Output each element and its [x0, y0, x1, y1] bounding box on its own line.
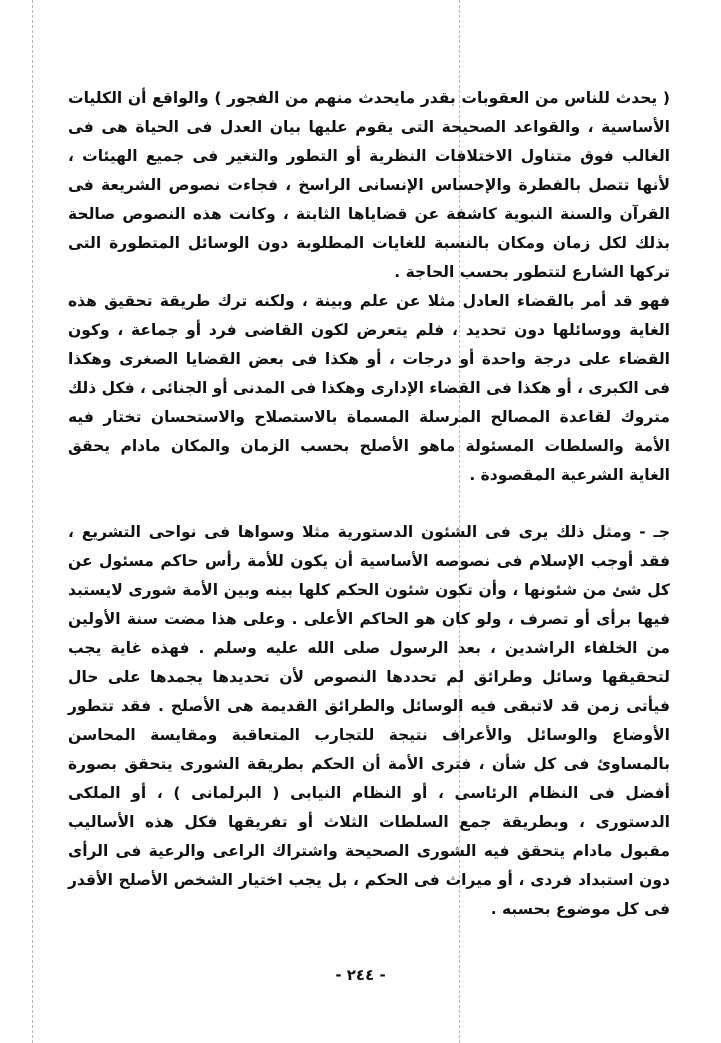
paragraph-continuation: ( يحدث للناس من العقوبات بقدر مايحدث منهم من الفجور ) والواقع أن الكليات الأساسية ، والقواعد الصحيحة التى يقوم عليها بيان العدل فى الحياة هى فى الغالب فوق متناول الاختلافات النظرية أو التطور والتغير فى جميع الهيئات ، لأنها تتصل بالفطرة والإحساس الإنسانى الراسخ ، فجاءت نصوص الشريعة فى القرآن والسنة النبوية كاشفة عن قضاياها الثابتة ، وكانت هذه النصوص صالحة بذلك لكل زمان ومكان بالنسبة للغايات المطلوبة دون الوسائل المتطورة التى تركها الشارع لتتطور بحسب الحاجة .: [68, 89, 670, 281]
scan-fold-line-left: [32, 0, 33, 1043]
paragraph-judiciary: فهو قد أمر بالقضاء العادل مثلا عن علم وبينة ، ولكنه ترك طريقة تحقيق هذه الغاية ووسائلها دون تحديد ، فلم يتعرض لكون القاضى فرد أو جماعة ، وكون القضاء على درجة واحدة أو درجات ، أو هكذا فى بعض القضايا الصغرى وهكذا فى الكبرى ، أو هكذا فى القضاء الإدارى وهكذا فى المدنى أو الجنائى ، فكل ذلك متروك لقاعدة المصالح المرسلة المسماة بالاستصلاح والاستحسان تختار فيه الأمة والسلطات المسئولة ماهو الأصلح بحسب الزمان والمكان مادام يحقق الغاية الشرعية المقصودة .: [68, 292, 670, 484]
paragraph-constitutional-affairs: جـ - ومثل ذلك يرى فى الشئون الدستورية مثلا وسواها فى نواحى التشريع ، فقد أوجب الإسلام فى نصوصه الأساسية أن يكون للأمة رأس حاكم مسئول عن كل شئ من شئونها ، وأن تكون شئون الحكم كلها بينه وبين الأمة شورى لايستبد فيها برأى أو تصرف ، ولو كان هو الحاكم الأعلى . وعلى هذا مضت سنة الأولين من الخلفاء الراشدين ، بعد الرسول صلى الله عليه وسلم . فهذه غاية يجب لتحقيقها وسائل وطرائق لم تحددها النصوص لأن تحديدها يجمدها على حال فيأتى زمن قد لاتبقى فيه الوسائل والطرائق القديمة هى الأصلح . فقد تتطور الأوضاع والوسائل والأعراف نتيجة للتجارب المتعاقبة ومقايسة المحاسن بالمساوئ فى كل شأن ، فترى الأمة أن الحكم بطريقة الشورى يتحقق بصورة أفضل فى النظام الرئاسى ، أو النظام النيابى ( البرلمانى ) ، أو الملكى الدستورى ، وبطريقة جمع السلطات الثلاث أو تفريقها فكل هذه الأساليب مقبول مادام يتحقق فيه الشورى الصحيحة واشتراك الراعى والرعية فى الرأى دون استبداد فردى ، أو ميراث فى الحكم ، بل يجب اختيار الشخص الأصلح الأقدر فى كل موضوع بحسبه .: [68, 523, 670, 918]
page-body: [68, 84, 670, 924]
section-gap: [68, 490, 670, 518]
page-number: - ٢٤٤ -: [335, 966, 386, 984]
